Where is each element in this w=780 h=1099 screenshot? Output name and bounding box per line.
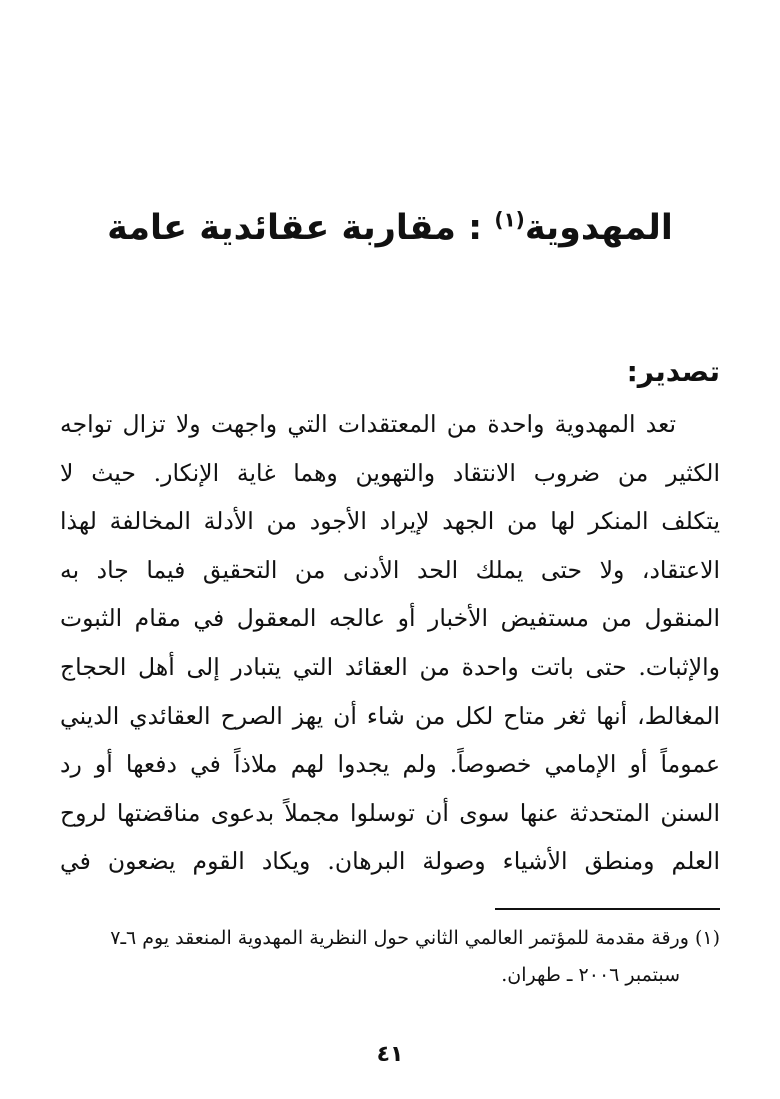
footnote-text-line: (١) ورقة مقدمة للمؤتمر العالمي الثاني حول النظرية المهدوية المنعقد يوم ٦ـ٧ bbox=[110, 927, 720, 949]
body-line: عموماً أو الإمامي خصوصاً. ولم يجدوا لهم ملاذاً في دفعها أو رد bbox=[60, 750, 720, 779]
body-line: العلم ومنطق الأشياء وصولة البرهان. ويكاد القوم يضعون في bbox=[60, 847, 720, 876]
body-line: الكثير من ضروب الانتقاد والتهوين وهما غاية الإنكار. حيث لا bbox=[60, 458, 720, 487]
body-line: والإثبات. حتى باتت واحدة من العقائد التي يتبادر إلى أهل الحجاج bbox=[60, 652, 720, 681]
body-line: المنقول من مستفيض الأخبار أو عالجه المعقول في مقام الثبوت bbox=[60, 604, 720, 633]
body-line: يتكلف المنكر لها من الجهد لإيراد الأجود من الأدلة المخالفة لهذا bbox=[60, 507, 720, 536]
footnote-reference[interactable]: (١) bbox=[494, 207, 525, 232]
chapter-title-main: المهدوية bbox=[524, 208, 673, 248]
body-line: تعد المهدوية واحدة من المعتقدات التي واجهت ولا تزال تواجه bbox=[60, 410, 676, 438]
chapter-title bbox=[60, 198, 720, 258]
body-line: الاعتقاد، ولا حتى يملك الحد الأدنى من التحقيق فيما جاد به bbox=[60, 555, 720, 584]
footnote-text-line: سبتمبر ٢٠٠٦ ـ طهران. bbox=[501, 964, 680, 986]
page-number: ٤١ bbox=[376, 1042, 404, 1067]
body-line: المغالط، أنها ثغر متاح لكل من شاء أن يهز الصرح العقائدي الديني bbox=[60, 701, 720, 730]
footnote bbox=[60, 920, 720, 994]
footnote-divider bbox=[495, 908, 720, 910]
body-paragraph bbox=[60, 400, 720, 886]
body-line: السنن المتحدثة عنها سوى أن توسلوا مجملاً بدعوى مناقضتها لروح bbox=[60, 798, 720, 827]
section-heading: تصدير: bbox=[626, 355, 720, 388]
chapter-subtitle: : مقاربة عقائدية عامة bbox=[107, 208, 483, 248]
